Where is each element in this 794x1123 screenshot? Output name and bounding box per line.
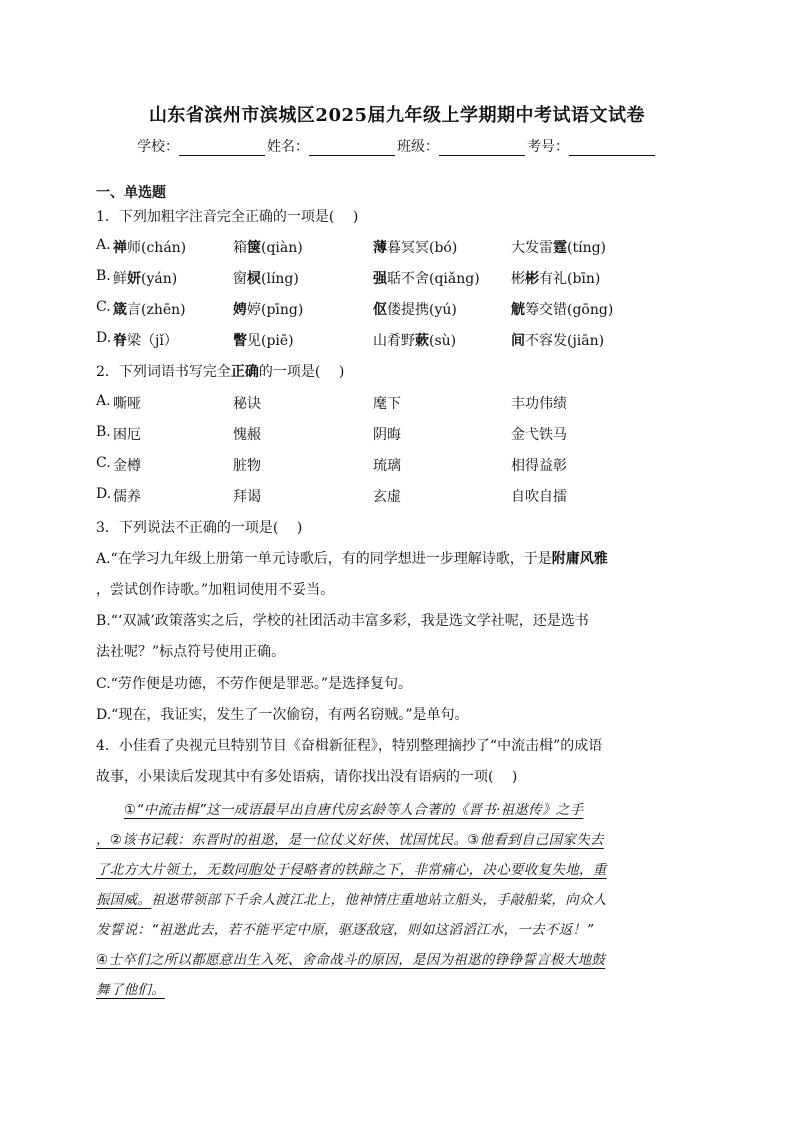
option-item: 禅师(chán) (113, 240, 187, 256)
q3-option-a-line2: ，尝试创作诗歌。”加粗词使用不妥当。 (96, 582, 335, 598)
student-info-line (0, 136, 794, 156)
option-item: 觥筹交错(gōng) (511, 302, 614, 318)
option-item: 困厄 (113, 427, 141, 443)
option-item: 金弋铁马 (511, 427, 567, 443)
class-label: 班级： (397, 139, 439, 155)
option-item: 相得益彰 (511, 458, 567, 474)
option-item: 娉婷(pīng) (233, 302, 304, 318)
name-label: 姓名： (267, 139, 309, 155)
q4-passage (96, 795, 700, 1005)
question-4-stem-line1: 4．小佳看了央视元旦特别节目《奋楫新征程》，特别整理摘抄了“中流击楫”的成语 (96, 738, 603, 754)
option-item: 玄虚 (373, 489, 401, 505)
option-item: 拜谒 (233, 489, 261, 505)
passage-line: ④士卒们之所以都愿意出生入死、舍命战斗的原因，是因为祖逖的铮铮誓言极大地鼓 (96, 952, 606, 968)
option-item: 秘诀 (233, 396, 261, 412)
name-blank[interactable] (309, 141, 395, 156)
option-item: 大发雷霆(tíng) (511, 240, 607, 256)
option-item: 强聒不舍(qiǎng) (373, 271, 480, 287)
passage-line: ①“中流击楫”这一成语最早出自唐代房玄龄等人合著的《晋书·祖逖传》之手 (124, 802, 584, 818)
option-item: 彬彬有礼(bīn) (511, 271, 601, 287)
q3-option-b-line1: B.“‘双减’政策落实之后，学校的社团活动丰富多彩，我是选文学社呢，还是选书 (96, 613, 589, 629)
q3-option-a-line1: A.“在学习九年级上册第一单元诗歌后，有的同学想进一步理解诗歌，于是附庸风雅 (96, 551, 608, 567)
option-item: 山肴野蔌(sù) (373, 333, 457, 349)
option-item: 间不容发(jiān) (511, 333, 605, 349)
option-letter: D. (96, 486, 112, 502)
id-blank[interactable] (569, 141, 655, 156)
option-item: 薄暮冥冥(bó) (373, 240, 458, 256)
class-blank[interactable] (439, 141, 525, 156)
option-letter: B. (96, 268, 111, 284)
q3-option-d: D.“现在，我证实，发生了一次偷窃，有两名窃贼。”是单句。 (96, 707, 469, 723)
section-heading: 一、单选题 (96, 185, 166, 201)
option-item: 箴言(zhēn) (113, 302, 186, 318)
option-item: 麾下 (373, 396, 401, 412)
option-letter: D. (96, 330, 112, 346)
page-title: 山东省滨州市滨城区2025届九年级上学期期中考试语文试卷 (148, 105, 646, 126)
option-item: 自吹自擂 (511, 489, 567, 505)
option-item: 脊梁（jǐ） (113, 333, 178, 349)
option-item: 窗棂(líng) (233, 271, 299, 287)
school-label: 学校： (137, 139, 179, 155)
q3-option-b-line2: 法社呢？”标点符号使用正确。 (96, 644, 286, 660)
q3-option-c: C.“劳作便是功德，不劳作便是罪恶。”是选择复句。 (96, 676, 412, 692)
id-label: 考号： (527, 139, 569, 155)
passage-line: 舞了他们。 (96, 982, 165, 998)
school-blank[interactable] (179, 141, 265, 156)
question-2-stem: 2．下列词语书写完全正确的一项是( ) (96, 364, 345, 380)
option-item: 瞥见(piē) (233, 333, 294, 349)
passage-line: 发誓说：“祖逖此去，若不能平定中原，驱逐敌寇，则如这滔滔江水，一去不返！” (96, 922, 594, 938)
option-item: 鲜妍(yán) (113, 271, 178, 287)
option-item: 阴晦 (373, 427, 401, 443)
passage-line: 了北方大片领土，无数同胞处于侵略者的铁蹄之下，非常痛心，决心要收复失地，重 (96, 862, 607, 878)
option-letter: B. (96, 424, 111, 440)
option-item: 丰功伟绩 (511, 396, 567, 412)
question-1-stem: 1．下列加粗字注音完全正确的一项是( ) (96, 209, 359, 225)
option-letter: A. (96, 393, 111, 409)
option-item: 箱箧(qiàn) (233, 240, 303, 256)
option-letter: A. (96, 237, 111, 253)
option-item: 儒养 (113, 489, 141, 505)
option-letter: C. (96, 455, 111, 471)
option-item: 琉璃 (373, 458, 401, 474)
question-4-stem-line2: 故事，小果读后发现其中有多处语病，请你找出没有语病的一项( ) (96, 769, 518, 785)
option-item: 金樽 (113, 458, 141, 474)
option-item: 愧赧 (233, 427, 261, 443)
passage-line: 振国威。祖逖带领部下千余人渡江北上，他神情庄重地站立船头，手敲船桨，向众人 (96, 892, 607, 908)
option-item: 伛偻提携(yú) (373, 302, 457, 318)
question-3-stem: 3．下列说法不正确的一项是( ) (96, 520, 303, 536)
option-letter: C. (96, 299, 111, 315)
option-item: 嘶哑 (113, 396, 141, 412)
passage-line: ，②该书记载：东晋时的祖逖，是一位仗义好侠、忧国忧民。③他看到自己国家失去 (96, 832, 604, 848)
option-item: 脏物 (233, 458, 261, 474)
